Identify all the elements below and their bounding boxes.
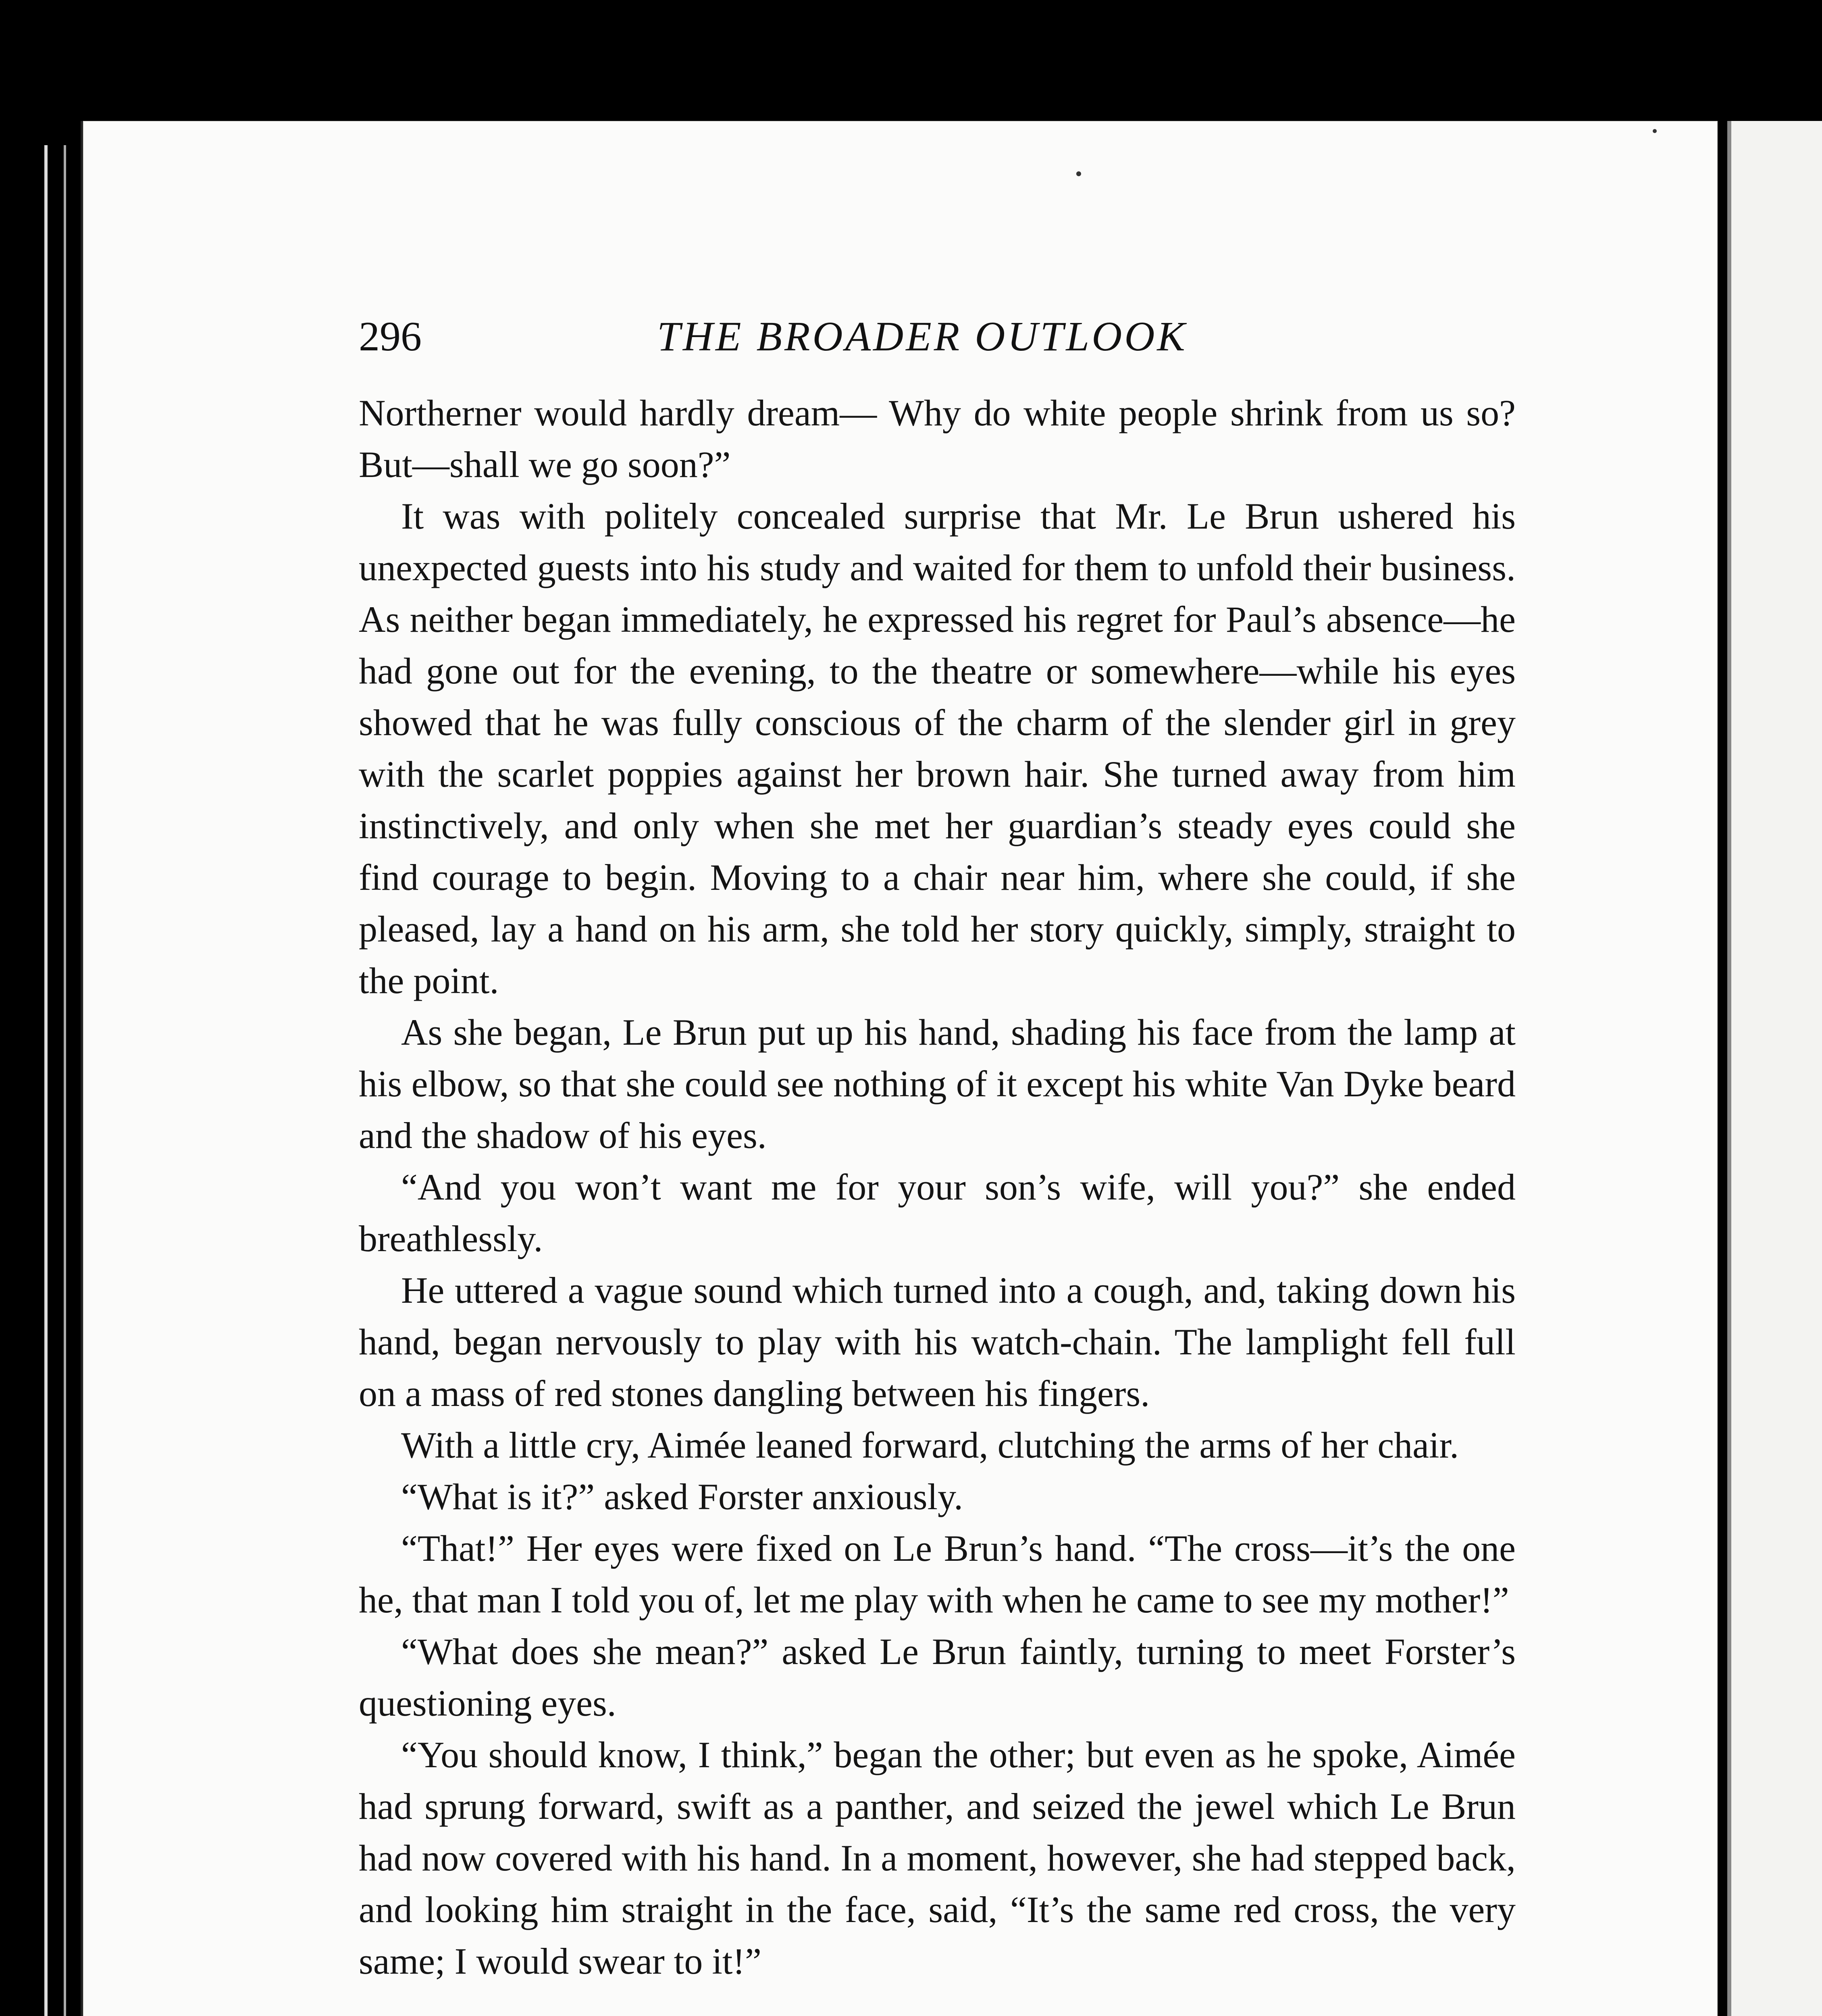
dust-speck [1076,171,1081,176]
paragraph: “You should know, I think,” began the other; but even as he spoke, Aimée had sprung forward, swift as a panther, and seized the jewel which Le Brun had now covered with his hand. In a moment, however, she had stepped back, and looking him straight in the face, said, “It’s the same red cross, the very same; I would swear to it!” [359,1734,1516,1982]
body-text [359,387,1516,1987]
paragraph: He uttered a vague sound which turned into a cough, and, taking down his hand, began nervously to play with his watch-chain. The lamplight fell full on a mass of red stones dangling between his fingers. [359,1270,1516,1414]
dust-speck [1653,129,1657,133]
paragraph: “And you won’t want me for your son’s wife, will you?” she ended breathlessly. [359,1166,1516,1259]
page-number: 296 [359,313,422,360]
paragraph: It was with politely concealed surprise that Mr. Le Brun ushered his unexpected guests into his study and waited for them to unfold their business. As neither began immediately, he expressed his regret for Paul’s absence—he had gone out for the evening, to the theatre or somewhere—while his eyes showed that he was fully conscious of the charm of the slender girl in grey with the scarlet poppies against her brown hair. She turned away from him instinctively, and only when she met her guardian’s steady eyes could she find courage to begin. Moving to a chair near him, where she could, if she pleased, lay a hand on his arm, she told her story quickly, simply, straight to the point. [359,496,1516,1001]
paragraph: As she began, Le Brun put up his hand, shading his face from the lamp at his elbow, so that she could see nothing of it except his white Van Dyke beard and the shadow of his eyes. [359,1012,1516,1156]
page-header [359,312,1520,381]
facing-page-edge [1727,121,1822,2016]
paragraph: With a little cry, Aimée leaned forward, clutching the arms of her chair. [401,1425,1459,1466]
paragraph: Northerner would hardly dream— Why do white people shrink from us so? But—shall we go soon?” [359,392,1516,485]
paragraph: “That!” Her eyes were fixed on Le Brun’s hand. “The cross—it’s the one he, that man I told you of, let me play with when he came to see my mother!” [359,1528,1516,1620]
page-stack-edge [44,145,66,2016]
paragraph: “What is it?” asked Forster anxiously. [401,1476,963,1517]
paragraph: “What does she mean?” asked Le Brun faintly, turning to meet Forster’s questioning eyes. [359,1631,1516,1724]
running-title: THE BROADER OUTLOOK [657,313,1188,360]
